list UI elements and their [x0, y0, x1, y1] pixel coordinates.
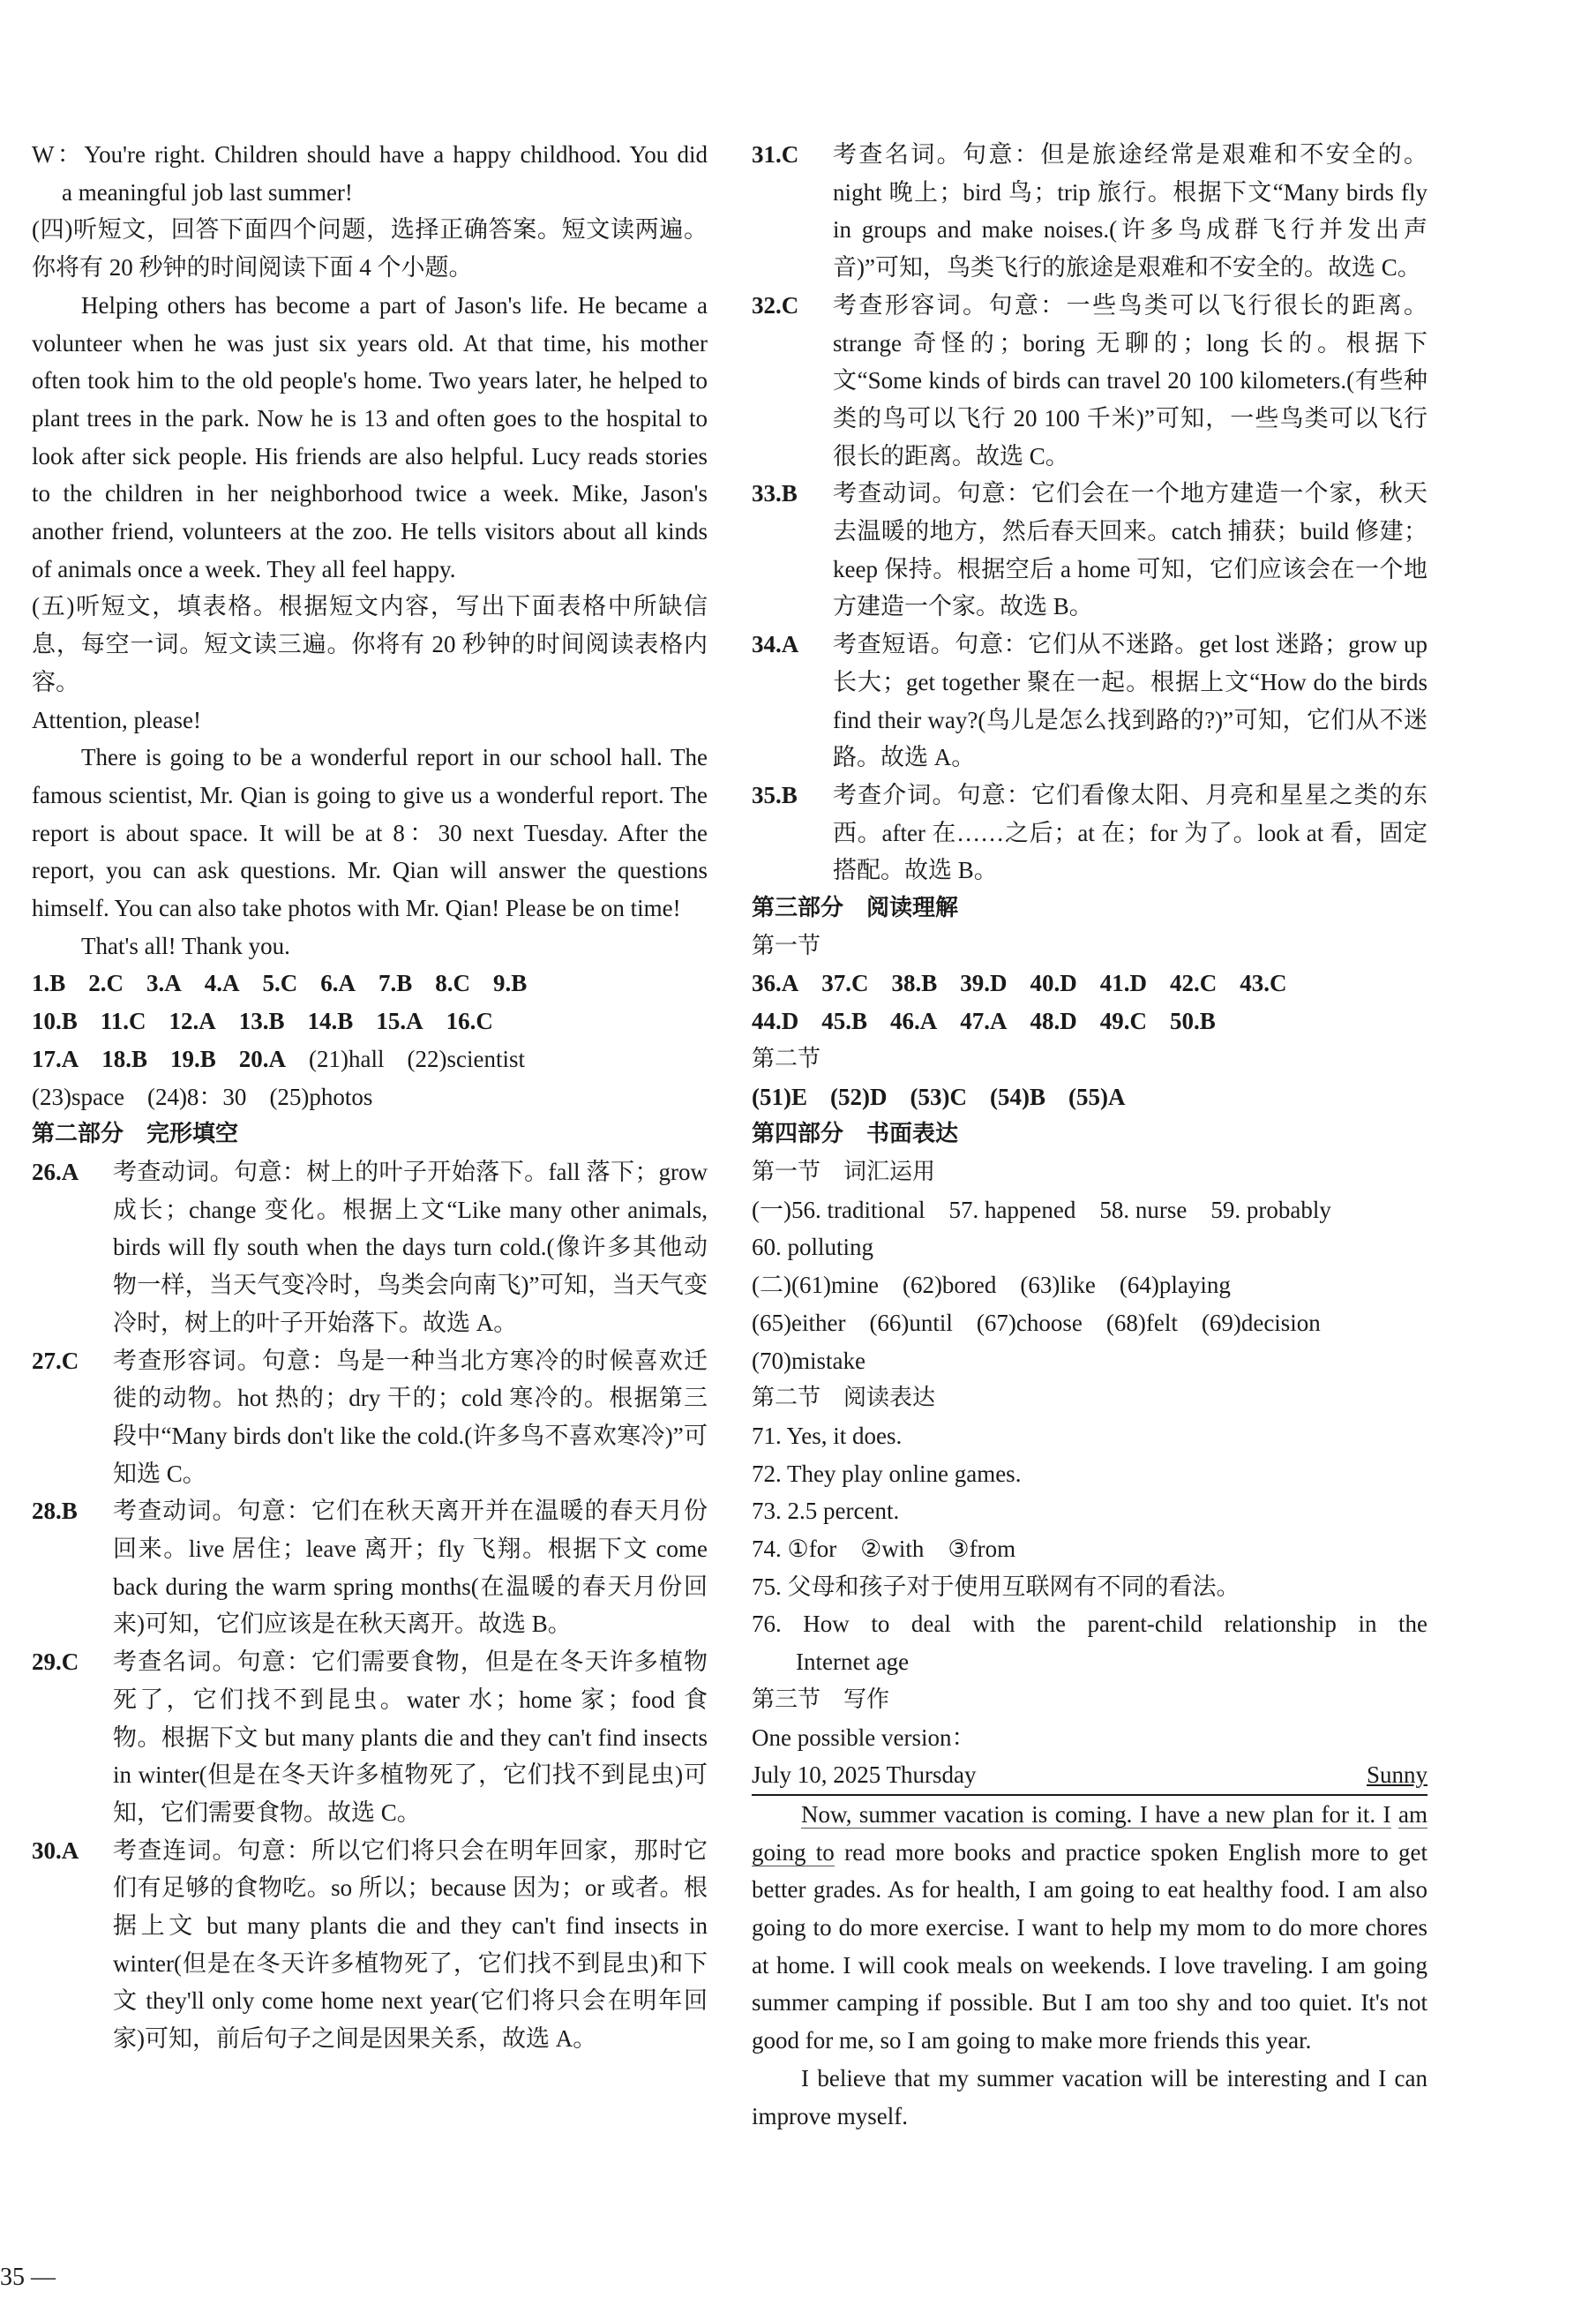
item-number: 29.C	[32, 1648, 79, 1676]
answer: (53)C	[910, 1083, 967, 1110]
item-explanation: 考查形容词。句意：鸟是一种当北方寒冷的时候喜欢迁徙的动物。hot 热的；dry 干的；cold 寒冷的。根据第三段中“Many birds don't like the cold.(许多鸟不喜欢寒冷)”可知选 C。	[113, 1347, 708, 1487]
section-title: 第三部分 阅读理解	[752, 895, 959, 922]
vocab-answers: (二)(61)mine (62)bored (63)like (64)playing	[752, 1272, 1231, 1299]
diary-date: July 10, 2025 Thursday	[752, 1761, 977, 1789]
answer: 5.C	[262, 970, 298, 997]
diary-header	[752, 1756, 1427, 1796]
part5-instruction: (五)听短文，填表格。根据短文内容，写出下面表格中所缺信息，每空一词。短文读三遍。你将有 20 秒钟的时间阅读表格内容。	[32, 593, 708, 695]
answer: 19.B	[170, 1045, 216, 1072]
cloze-item	[32, 1832, 708, 2058]
reading-expression-answer: 75. 父母和孩子对于使用互联网有不同的看法。	[752, 1573, 1240, 1600]
item-explanation: 考查动词。句意：树上的叶子开始落下。fall 落下；grow 成长；change 变化。根据上文“Like many other animals, birds will fly south when the days turn cold.(像许多其他动物一样，当天气变冷时，鸟类会向南飞)”可知，当天气变冷时，树上的叶子开始落下。故选 A。	[113, 1158, 708, 1336]
answer: 40.D	[1030, 970, 1077, 997]
cloze-item	[32, 1643, 708, 1832]
reading-answers-row	[752, 1078, 1427, 1116]
essay-underlined: Now, summer vacation is coming. I have a new plan for it. I	[801, 1800, 1391, 1828]
cloze-item	[32, 1153, 708, 1342]
item-explanation: 考查连词。句意：所以它们将只会在明年回家，那时它们有足够的食物吃。so 所以；because 因为；or 或者。根据上文 but many plants die and they can't find insects in winter(但是在冬天许多植物死了，它们找不到昆虫)和下文 they'll only come home next year(它们将只会在明年回家)可知，前后句子之间是因果关系，故选 A。	[113, 1836, 708, 2053]
essay-paragraph	[752, 1796, 1427, 2060]
cloze-item	[752, 777, 1427, 890]
answer: 15.A	[376, 1008, 423, 1035]
answer: 6.A	[320, 970, 356, 997]
cloze-item	[32, 1492, 708, 1643]
reading-expression-answer: 73. 2.5 percent.	[752, 1498, 900, 1525]
answer: 41.D	[1099, 970, 1148, 997]
answer: 36.A	[752, 970, 799, 997]
subsection-title: 第二节 阅读表达	[752, 1385, 936, 1412]
reading-answers-row	[752, 965, 1427, 1003]
answer: 3.A	[146, 970, 182, 997]
answer: 16.C	[446, 1008, 493, 1035]
answer: 42.C	[1170, 970, 1218, 997]
essay-paragraph: I believe that my summer vacation will be interesting and I can improve myself.	[752, 2064, 1427, 2129]
answer: 14.B	[307, 1008, 354, 1035]
answer: (21)hall	[309, 1045, 385, 1072]
answer: 48.D	[1030, 1008, 1077, 1035]
listening-answers-row	[32, 965, 708, 1003]
answer: 38.B	[891, 970, 938, 997]
listening-answers-row	[32, 1040, 708, 1078]
item-explanation: 考查动词。句意：它们会在一个地方建造一个家，秋天去温暖的地方，然后春天回来。catch 捕获；build 修建；keep 保持。根据空后 a home 可知，它们应该会在一个地方建造一个家。故选 B。	[833, 480, 1427, 620]
answer: 43.C	[1240, 970, 1287, 997]
page-number: 35 —	[0, 2264, 56, 2291]
answer: (24)8：30	[146, 1083, 247, 1110]
answer: 46.A	[890, 1008, 938, 1035]
reading-expression-answer: 71. Yes, it does.	[752, 1422, 903, 1449]
vocab-answers: 60. polluting	[752, 1234, 874, 1261]
answer: 37.C	[821, 970, 869, 997]
vocab-answers: (65)either (66)until (67)choose (68)felt (69)decision	[752, 1309, 1321, 1336]
answer: 11.C	[100, 1008, 146, 1035]
answer: (54)B	[989, 1083, 1045, 1110]
answer: 4.A	[204, 970, 240, 997]
answer: 8.C	[435, 970, 471, 997]
right-column	[752, 136, 1427, 2135]
answer: 50.B	[1170, 1008, 1216, 1035]
answer: 2.C	[88, 970, 124, 997]
section-title: 第四部分 书面表达	[752, 1121, 959, 1148]
answer: 13.B	[238, 1008, 285, 1035]
vocab-answers: (70)mistake	[752, 1347, 865, 1374]
item-number: 34.A	[752, 631, 799, 658]
attention-line: Attention, please!	[32, 706, 201, 733]
answer: (22)scientist	[407, 1045, 525, 1072]
answer: 18.B	[101, 1045, 148, 1072]
item-explanation: 考查形容词。句意：一些鸟类可以飞行很长的距离。strange 奇怪的；boring 无聊的；long 长的。根据下文“Some kinds of birds can travel 20 100 kilometers.(有些种类的鸟可以飞行 20 100 千米)”可知，一些鸟类可以飞行很长的距离。故选 C。	[833, 291, 1427, 469]
item-explanation: 考查动词。句意：它们在秋天离开并在温暖的春天月份回来。live 居住；leave 离开；fly 飞翔。根据下文 come back during the warm spring months(在温暖的春天月份回来)可知，它们应该是在秋天离开。故选 B。	[113, 1498, 708, 1638]
cloze-item	[752, 475, 1427, 626]
cloze-item	[752, 626, 1427, 777]
answer: 20.A	[238, 1045, 287, 1072]
cloze-item	[32, 1342, 708, 1493]
item-explanation: 考查名词。句意：但是旅途经常是艰难和不安全的。night 晚上；bird 鸟；trip 旅行。根据下文“Many birds fly in groups and make noises.(许多鸟成群飞行并发出声音)”可知，鸟类飞行的旅途是艰难和不安全的。故选 C。	[833, 141, 1427, 282]
answer: 7.B	[378, 970, 413, 997]
passage-jason: Helping others has become a part of Jason's life. He became a volunteer when he was just six years old. At that time, his mother often took him to the old people's home. Two years later, he helped to plant trees in the park. Now he is 13 and often goes to the hospital to look after sick people. His friends are also helpful. Lucy reads stories to the children in her neighborhood twice a week. Mike, Jason's another friend, volunteers at the zoo. He tells visitors about all kinds of animals once a week. They all feel happy.	[32, 291, 708, 582]
item-number: 30.A	[32, 1836, 79, 1864]
answer: 1.B	[32, 970, 66, 997]
item-explanation: 考查名词。句意：它们需要食物，但是在冬天许多植物死了，它们找不到昆虫。water 水；home 家；food 食物。根据下文 but many plants die and they can't find insects in winter(但是在冬天许多植物死了，它们找不到昆虫)可知，它们需要食物。故选 C。	[113, 1648, 708, 1826]
item-number: 32.C	[752, 291, 799, 319]
answer: 9.B	[493, 970, 528, 997]
subsection-title: 第一节	[752, 932, 821, 959]
answer: (23)space	[32, 1083, 124, 1110]
item-number: 33.B	[752, 480, 798, 507]
vocab-answers: (一)56. traditional 57. happened 58. nurse 59. probably	[752, 1196, 1331, 1223]
reading-answers-row	[752, 1003, 1427, 1040]
dialog-line: a meaningful job last summer!	[62, 178, 353, 206]
answer: 10.B	[32, 1008, 78, 1035]
answer: (52)D	[830, 1083, 888, 1110]
reading-expression-answer: 76. How to deal with the parent-child relationship in the	[752, 1611, 1427, 1638]
answer: 17.A	[32, 1045, 79, 1072]
cloze-item	[752, 287, 1427, 476]
thanks-line: That's all! Thank you.	[81, 932, 290, 959]
answer: 49.C	[1099, 1008, 1148, 1035]
version-label: One possible version：	[752, 1724, 976, 1751]
item-explanation: 考查短语。句意：它们从不迷路。get lost 迷路；grow up 长大；get together 聚在一起。根据上文“How do the birds find their way?(鸟儿是怎么找到路的?)”可知，它们从不迷路。故选 A。	[833, 631, 1427, 771]
essay-text: read more books and practice spoken English more to get better grades. As for health, I am going to eat healthy food. I am also going to do more exercise. I want to help my mom to do more chores at home. I will cook meals on weekends. I love traveling. I am going summer camping if possible. But I am too shy and too quiet. It's not good for me, so I am going to make more friends this year.	[752, 1838, 1427, 2054]
item-number: 26.A	[32, 1158, 79, 1185]
passage-report: There is going to be a wonderful report in our school hall. The famous scientist, Mr. Qian is going to give us a wonderful report. The report is about space. It will be at 8：30 next Tuesday. After the report, you can ask questions. Mr. Qian will answer the questions himself. You can also take photos with Mr. Qian! Please be on time!	[32, 744, 708, 922]
listening-answers-row	[32, 1078, 708, 1116]
subsection-title: 第一节 词汇运用	[752, 1158, 936, 1185]
answer: (51)E	[752, 1083, 807, 1110]
answer: 47.A	[960, 1008, 1008, 1035]
part4-instruction: (四)听短文，回答下面四个问题，选择正确答案。短文读两遍。你将有 20 秒钟的时间阅读下面 4 个小题。	[32, 216, 708, 282]
item-number: 27.C	[32, 1347, 79, 1374]
dialog-line: W：You're right. Children should have a happy childhood. You did	[32, 141, 708, 168]
answer: (25)photos	[269, 1083, 373, 1110]
reading-expression-answer: 74. ①for ②with ③from	[752, 1536, 1016, 1563]
reading-expression-answer-cont: Internet age	[796, 1648, 910, 1676]
answer: 39.D	[960, 970, 1008, 997]
item-number: 28.B	[32, 1498, 78, 1525]
item-number: 31.C	[752, 141, 799, 168]
section-title: 第二部分 完形填空	[32, 1121, 239, 1148]
answer: (55)A	[1068, 1083, 1126, 1110]
left-column	[32, 136, 708, 2058]
answer: 12.A	[169, 1008, 216, 1035]
essay-underlined: am going to	[752, 1800, 1427, 1866]
item-explanation: 考查介词。句意：它们看像太阳、月亮和星星之类的东西。after 在……之后；at 在；for 为了。look at 看，固定搭配。故选 B。	[833, 781, 1427, 884]
answer: 45.B	[821, 1008, 868, 1035]
subsection-title: 第三节 写作	[752, 1686, 890, 1713]
cloze-item	[752, 136, 1427, 287]
answer: 44.D	[752, 1008, 799, 1035]
reading-expression-answer: 72. They play online games.	[752, 1460, 1022, 1487]
diary-weather: Sunny	[1366, 1761, 1427, 1789]
listening-answers-row	[32, 1003, 708, 1040]
item-number: 35.B	[752, 781, 798, 808]
subsection-title: 第二节	[752, 1045, 821, 1072]
